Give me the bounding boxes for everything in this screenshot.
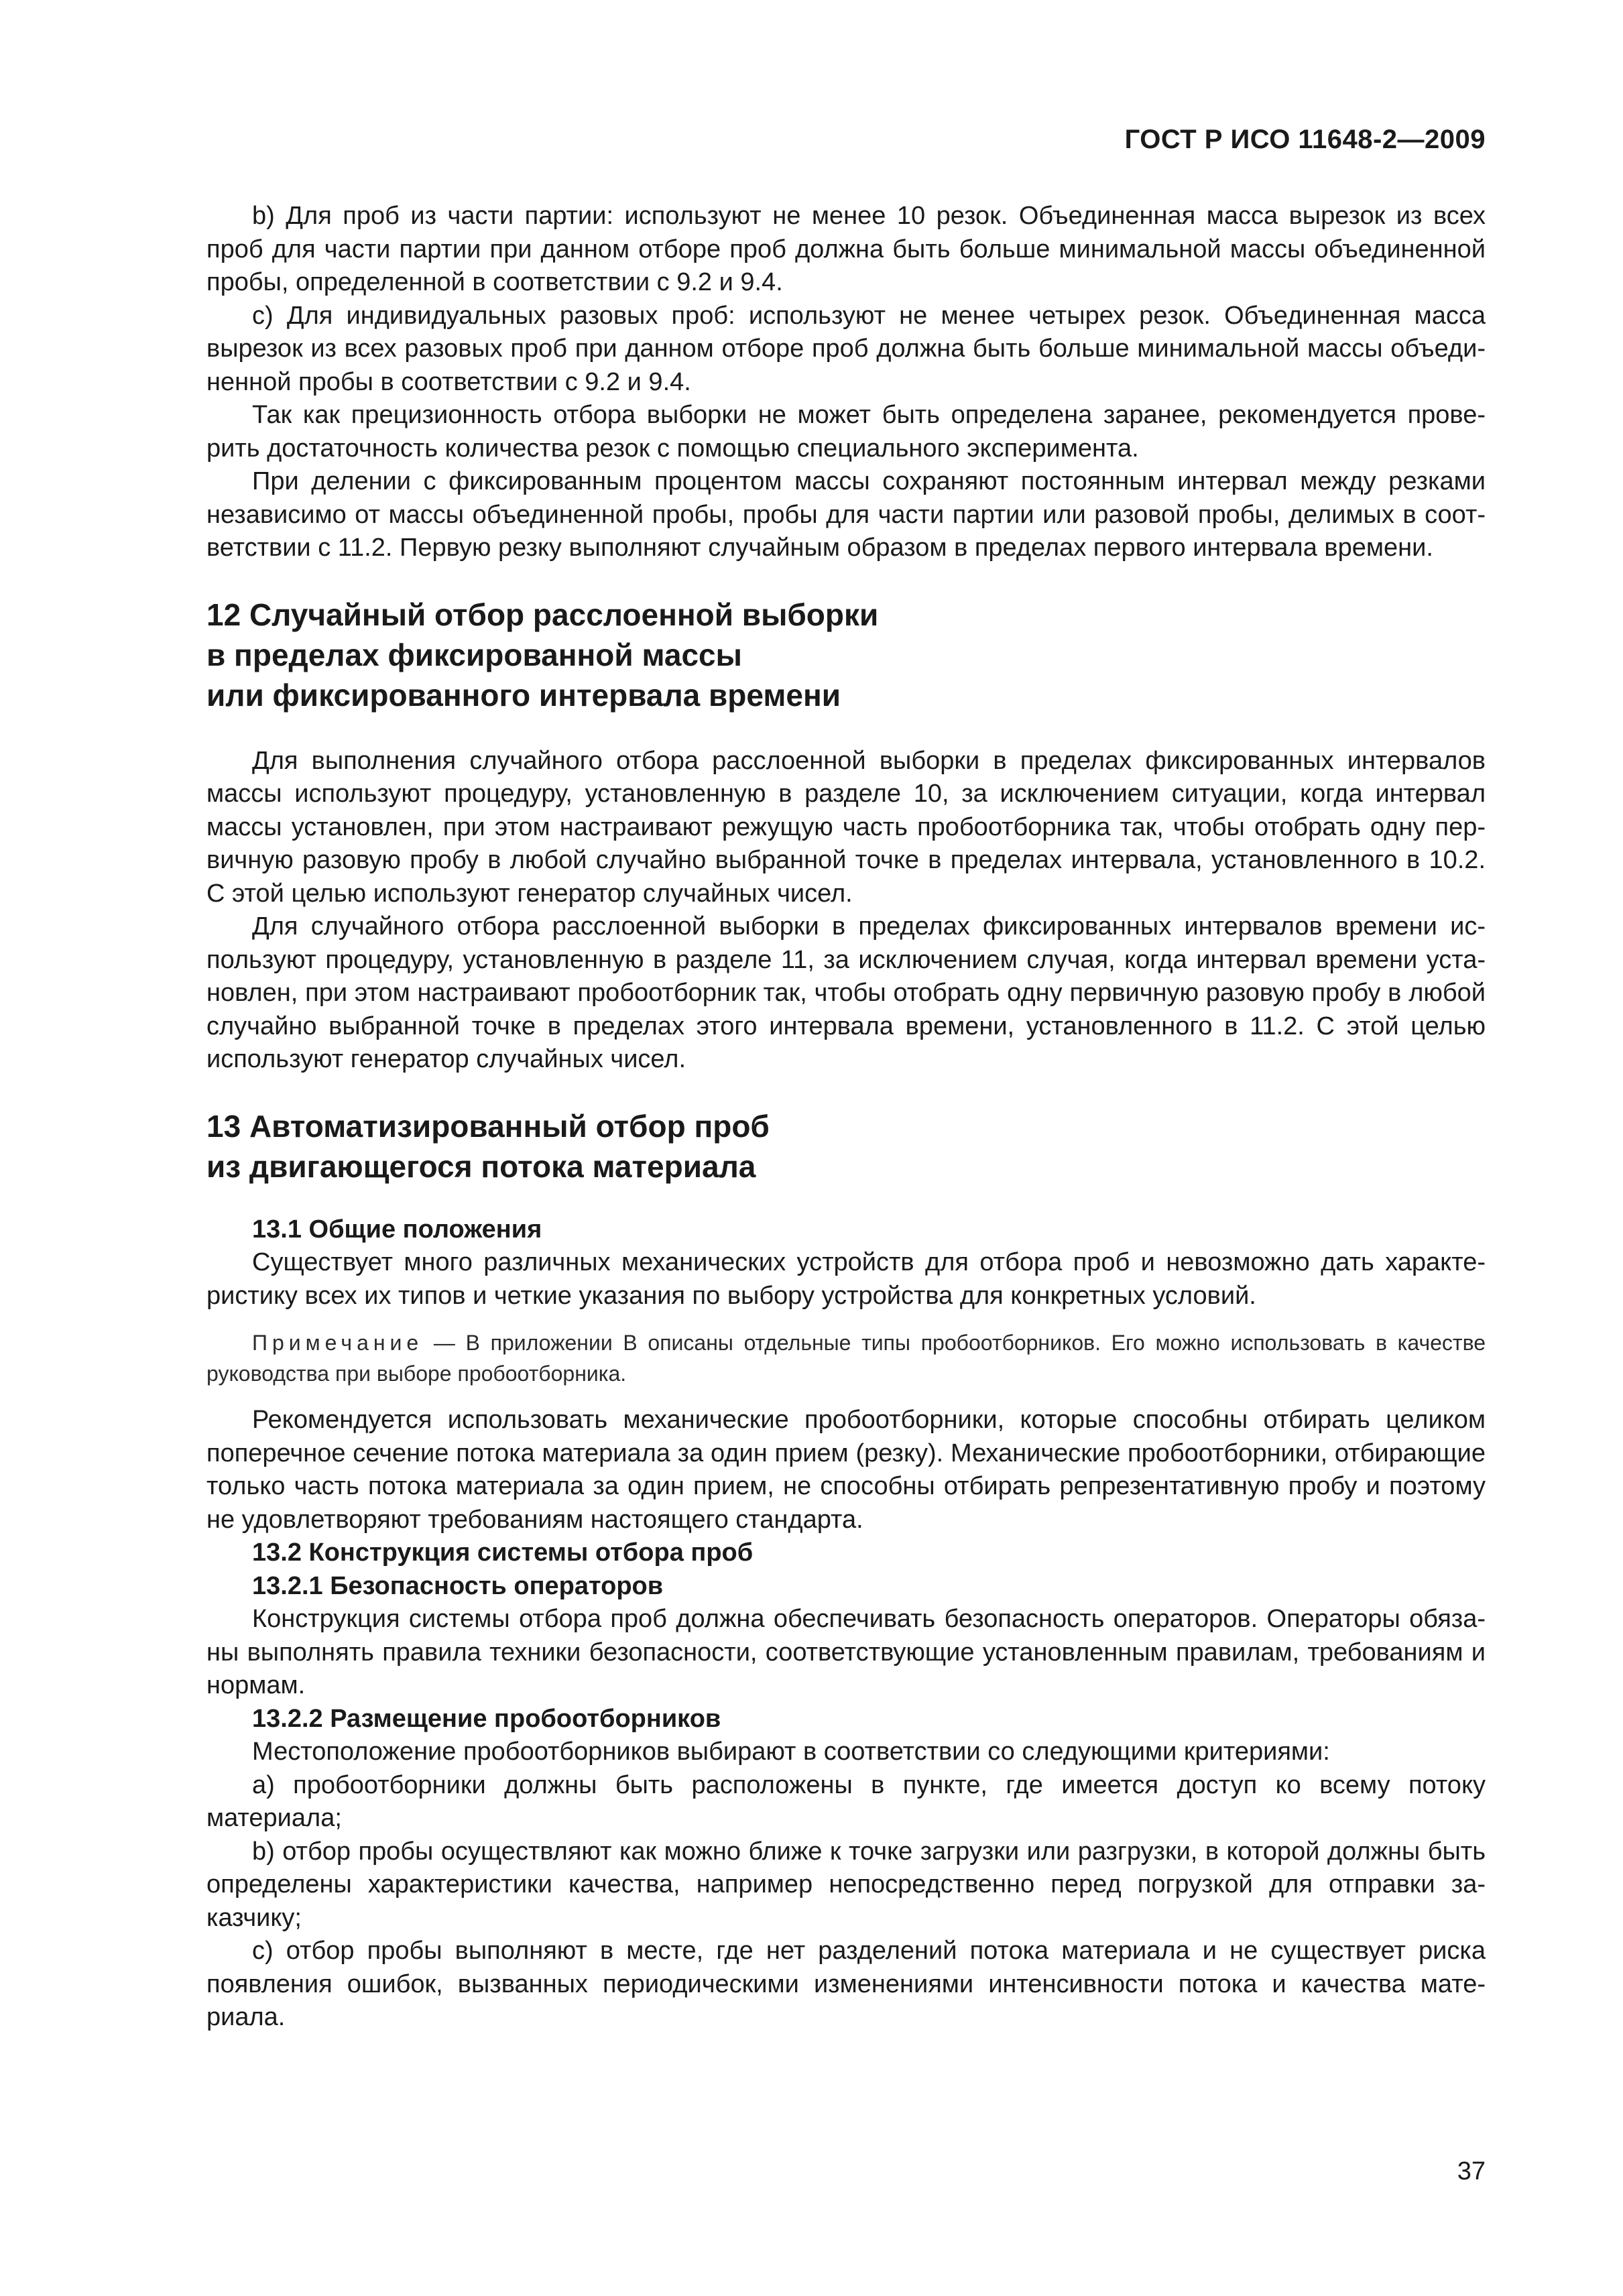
- paragraph-fixed-percent: При делении с фиксированным процентом массы сохраняют постоянным интервал между резками независимо от массы объединенной пробы, пробы для части партии или разовой пробы, делимых в соответствии с 11.2. Первую резку выполняют случайным образом в пределах первого интервала времени.: [206, 467, 1486, 562]
- subsection-13-2-2-title: 13.2.2 Размещение пробоотборников: [252, 1704, 721, 1733]
- note-label: Примечание: [252, 1331, 424, 1355]
- section-12-paragraph-mass: Для выполнения случайного отбора расслоенной выборки в пределах фиксированных интервалов массы используют процедуру, установленную в разделе 10, за исключением ситуации, когда интервал массы установлен, при этом настраивают режущую часть пробоотборника так, чтобы отобрать одну первичную разовую пробу в любой случайно выбранной точке в пределах интервала, установленного в 10.2. С этой целью используют генератор случайных чисел.: [206, 746, 1486, 908]
- page-content: [206, 200, 1486, 2035]
- criteria-item-b: b) отбор пробы осуществляют как можно ближе к точке загрузки или разгрузки, в которой должны быть определены характеристики качества, например непосредственно перед погрузкой для отправки заказчику;: [206, 1837, 1486, 1932]
- section-12-paragraph-time: Для случайного отбора расслоенной выборки в пределах фиксированных интервалов времени используют процедуру, установленную в разделе 11, за исключением случая, когда интервал времени установлен, при этом настраивают пробоотборник так, чтобы отобрать одну первичную разовую пробу в любой случайно выбранной точке в пределах этого интервала времени, установленного в 11.2. С этой целью используют генератор случайных чисел.: [206, 912, 1486, 1073]
- note-text: — В приложении В описаны отдельные типы пробоотборников. Его можно использовать в качестве руководства при выборе пробоотборника.: [206, 1331, 1486, 1386]
- section-13-title-line2: из двигающегося потока материала: [206, 1148, 756, 1184]
- section-13-title-line1: 13 Автоматизированный отбор проб: [206, 1108, 770, 1144]
- note: [206, 1327, 1486, 1389]
- page-number: 37: [1457, 2157, 1486, 2185]
- criteria-item-a: а) пробоотборники должны быть расположены в пункте, где имеется доступ ко всему потоку материала;: [206, 1770, 1486, 1832]
- subsection-13-2-1-paragraph: Конструкция системы отбора проб должна обеспечивать безопасность операторов. Операторы обязаны выполнять правила техники безопасности, соответствующие установленным правилам, требованиям и нормам.: [206, 1605, 1486, 1699]
- section-12-heading: [206, 595, 1486, 715]
- paragraph-b-part-lot: b) Для проб из части партии: используют не менее 10 резок. Объединенная масса вырезок из всех проб для части партии при данном отборе проб должна быть больше минимальной массы объединенной пробы, определенной в соответствии с 9.2 и 9.4.: [206, 202, 1486, 296]
- paragraph-c-individual: c) Для индивидуальных разовых проб: используют не менее четырех резок. Объединенная масса вырезок из всех разовых проб при данном отборе проб должна быть больше минимальной массы объединенной пробы в соответствии с 9.2 и 9.4.: [206, 301, 1486, 396]
- section-12-title-line1: 12 Случайный отбор расслоенной выборки: [206, 597, 879, 632]
- subsection-13-1-recommendation: Рекомендуется использовать механические пробоотборники, которые способны отбирать целиком поперечное сечение потока материала за один прием (резку). Механические пробоотборники, отбирающие только часть потока материала за один прием, не способны отбирать репрезентативную пробу и поэтому не удовлетворяют требованиям настоящего стандарта.: [206, 1406, 1486, 1534]
- paragraph-precision: Так как прецизионность отбора выборки не может быть определена заранее, рекомендуется проверить достаточность количества резок с помощью специального эксперимента.: [206, 401, 1486, 463]
- subsection-13-1-paragraph: Существует много различных механических устройств для отбора проб и невозможно дать характеристику всех их типов и четкие указания по выбору устройства для конкретных условий.: [206, 1248, 1486, 1310]
- section-12-title-line2: в пределах фиксированной массы: [206, 637, 742, 672]
- subsection-13-1-title: 13.1 Общие положения: [252, 1215, 542, 1244]
- criteria-item-c: c) отбор пробы выполняют в месте, где нет разделений потока материала и не существует риска появления ошибок, вызванных периодическими изменениями интенсивности потока и качества материала.: [206, 1937, 1486, 2031]
- document-header-id: ГОСТ Р ИСО 11648-2—2009: [1124, 125, 1486, 154]
- section-13-heading: [206, 1106, 1486, 1187]
- subsection-13-2-title: 13.2 Конструкция системы отбора проб: [252, 1538, 754, 1567]
- subsection-13-2-2-intro: Местоположение пробоотборников выбирают в соответствии со следующими критериями:: [252, 1738, 1330, 1766]
- section-12-title-line3: или фиксированного интервала времени: [206, 677, 841, 713]
- subsection-13-2-1-title: 13.2.1 Безопасность операторов: [252, 1571, 664, 1600]
